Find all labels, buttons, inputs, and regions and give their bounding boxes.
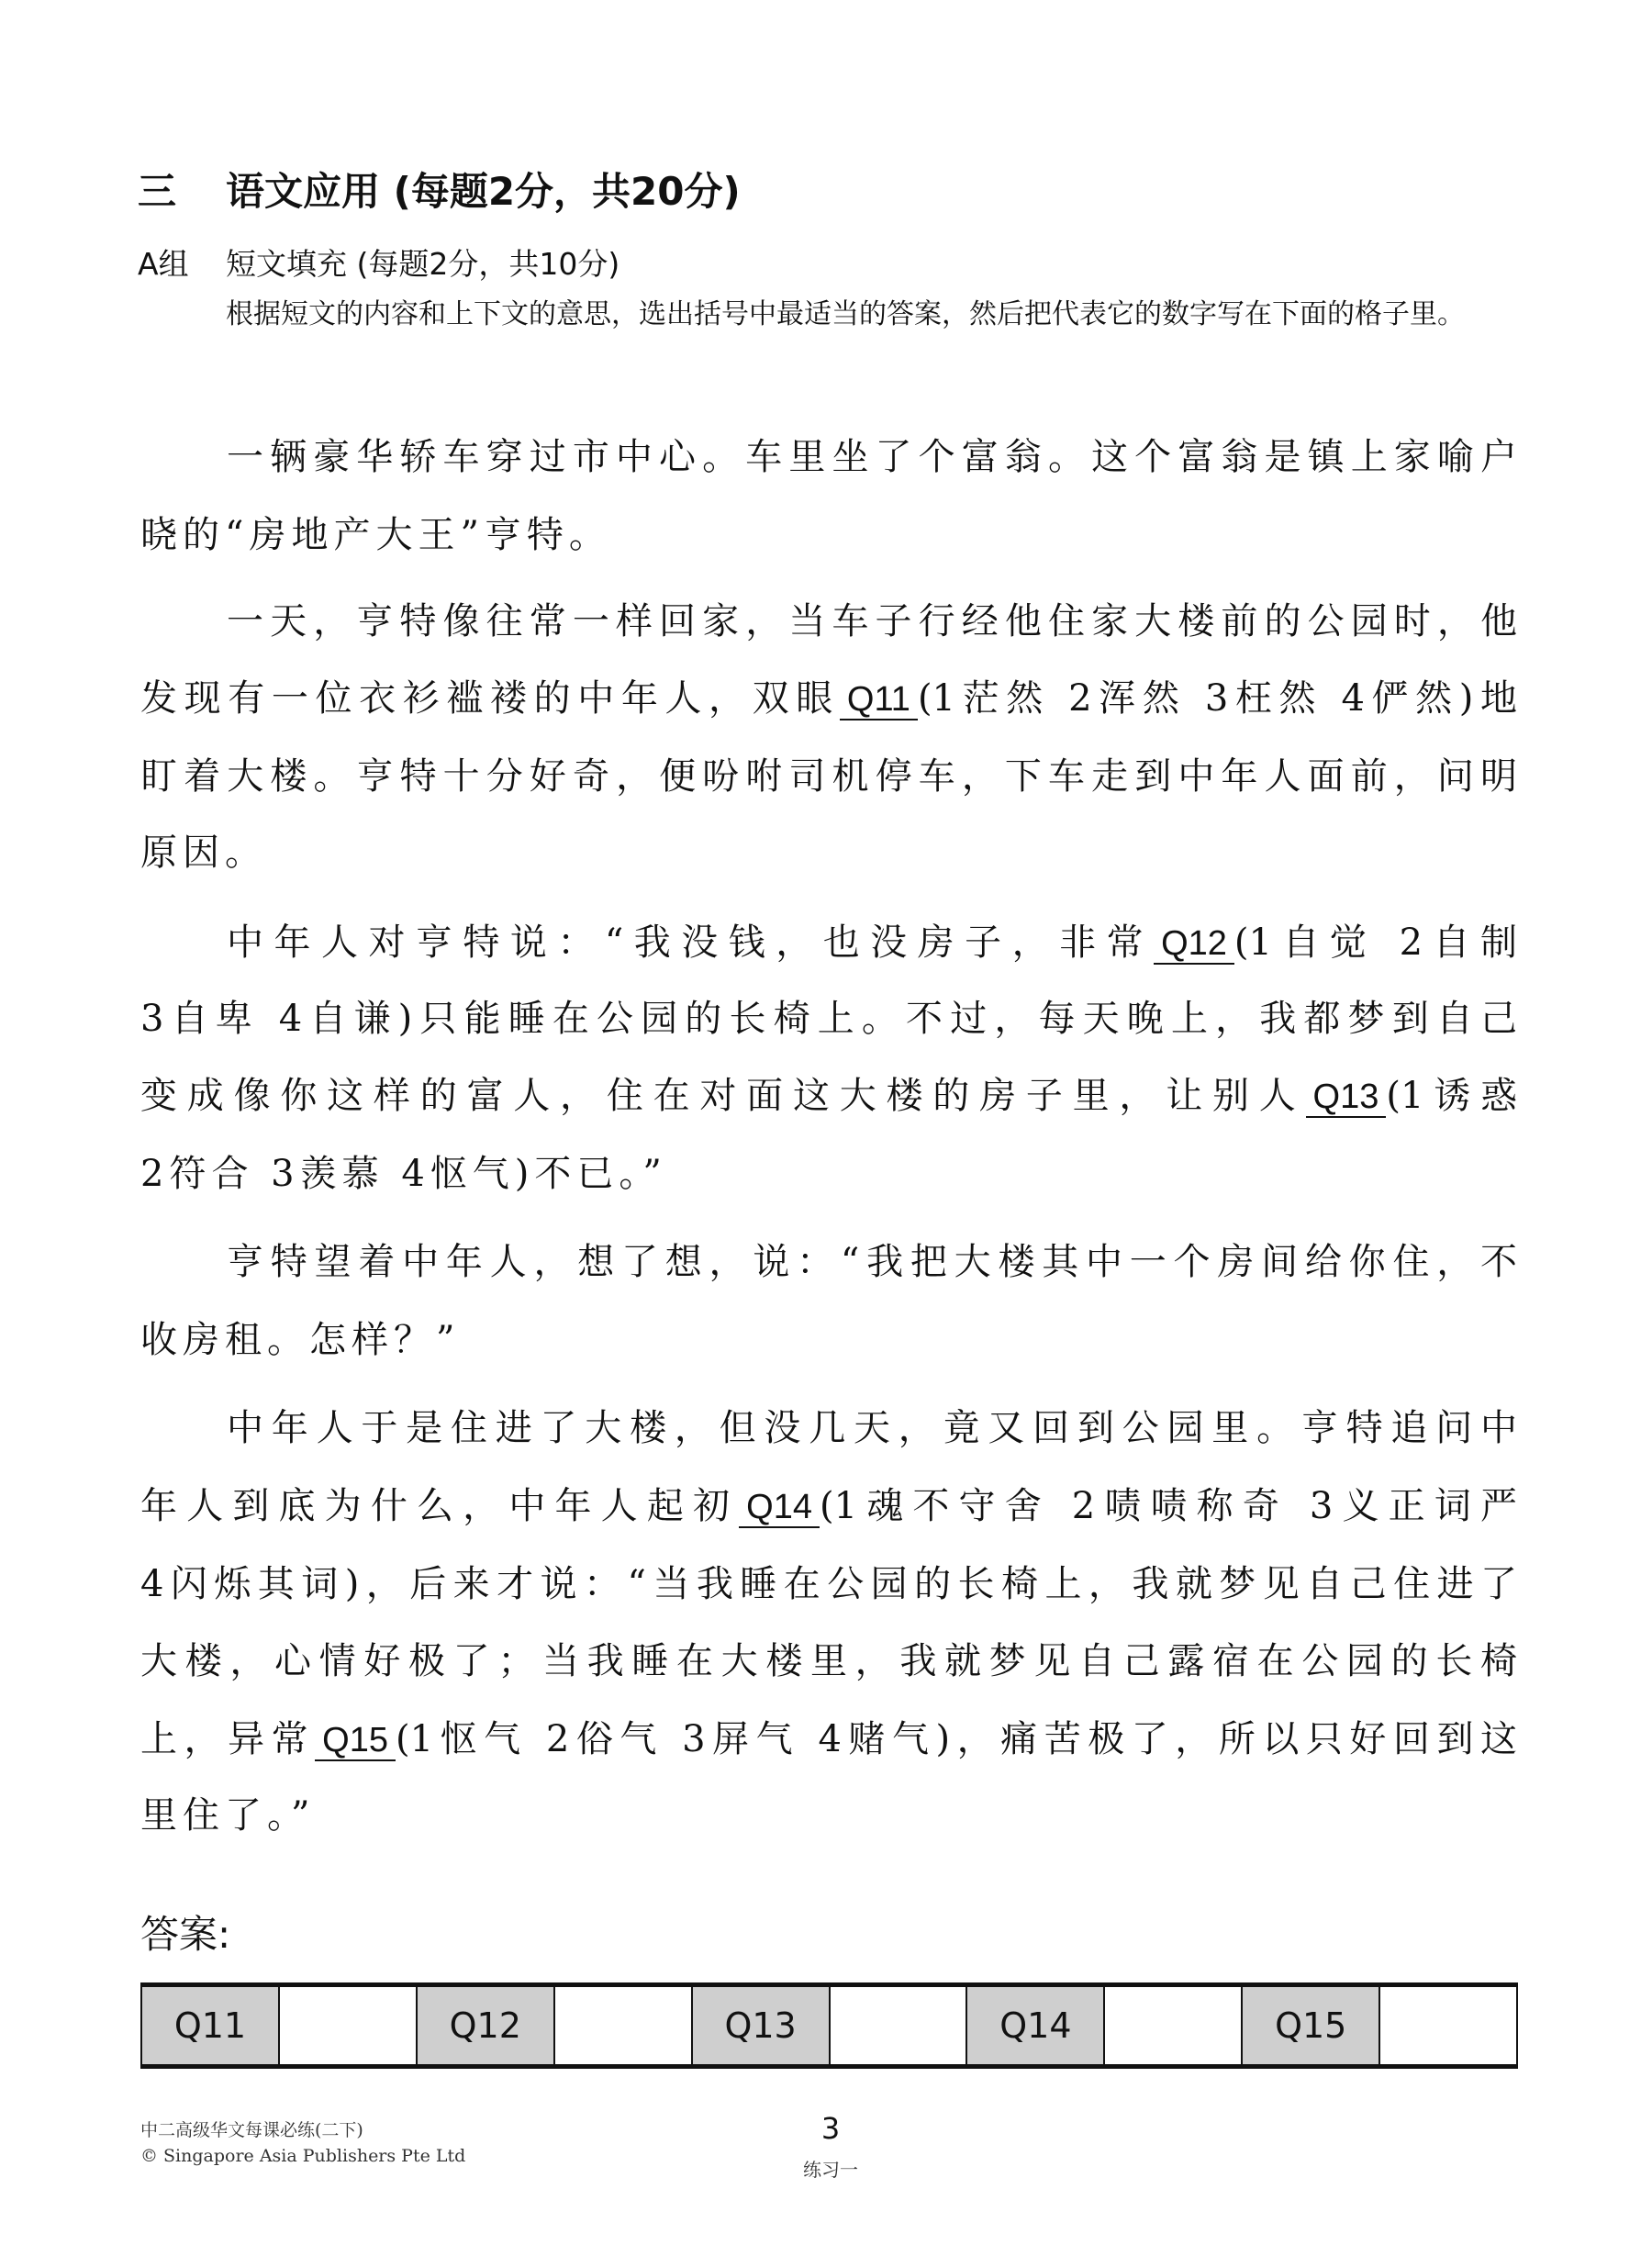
passage-line: 3自卑 4自谦)只能睡在公园的长椅上。不过，每天晚上，我都梦到自己 bbox=[140, 998, 1517, 1040]
passage-line: 原因。 bbox=[140, 832, 267, 874]
passage-line: 4闪烁其词)，后来才说：“当我睡在公园的长椅上，我就梦见自己住进了 bbox=[140, 1563, 1517, 1605]
answer-label-q13: Q13 bbox=[693, 1987, 831, 2064]
answer-box-q12[interactable] bbox=[555, 1987, 693, 2064]
answer-label: 答案: bbox=[140, 1912, 231, 1957]
passage-line: 里住了。” bbox=[140, 1794, 316, 1837]
passage-line: 一辆豪华轿车穿过市中心。车里坐了个富翁。这个富翁是镇上家喻户 bbox=[227, 436, 1517, 478]
instruction: 根据短文的内容和上下文的意思，选出括号中最适当的答案，然后把代表它的数字写在下面的格子里。 bbox=[226, 298, 1465, 330]
group-title bbox=[138, 240, 620, 284]
text: 中年人对亨特说：“我没钱，也没房子，非常 bbox=[227, 921, 1155, 964]
passage-line bbox=[140, 1712, 1517, 1767]
passage-line: 中年人于是住进了大楼，但没几天，竟又回到公园里。亨特追问中 bbox=[227, 1407, 1517, 1449]
options: (1诱惑 bbox=[1386, 1075, 1517, 1117]
answer-label-q11: Q11 bbox=[142, 1987, 280, 2064]
text: 上，异常 bbox=[140, 1718, 316, 1760]
options: (1怄气 2俗气 3屏气 4赌气)，痛苦极了，所以只好回到这 bbox=[395, 1718, 1518, 1760]
text: 变成像你这样的富人，住在对面这大楼的房子里，让别人 bbox=[140, 1075, 1306, 1117]
passage-line: 一天，亨特像往常一样回家，当车子行经他住家大楼前的公园时，他 bbox=[227, 600, 1517, 642]
text: 发现有一位衣衫褴褛的中年人，双眼 bbox=[140, 677, 840, 720]
passage-line: 亨特望着中年人，想了想，说：“我把大楼其中一个房间给你住，不 bbox=[227, 1241, 1517, 1283]
passage-line bbox=[227, 915, 1517, 970]
copyright: © Singapore Asia Publishers Pte Ltd bbox=[140, 2146, 466, 2166]
blank-q14: Q14 bbox=[739, 1488, 820, 1528]
answer-table bbox=[140, 1982, 1518, 2069]
passage-line: 2符合 3羡慕 4怄气)不已。” bbox=[140, 1153, 667, 1195]
passage-line: 大楼，心情好极了；当我睡在大楼里，我就梦见自己露宿在公园的长椅 bbox=[140, 1640, 1517, 1682]
answer-label-q12: Q12 bbox=[418, 1987, 555, 2064]
group-number: A组 bbox=[138, 246, 189, 282]
group-title-text: 短文填充 (每题2分，共10分) bbox=[226, 246, 620, 282]
blank-q11: Q11 bbox=[840, 680, 918, 720]
options: (1魂不守舍 2啧啧称奇 3义正词严 bbox=[819, 1485, 1518, 1527]
answer-box-q15[interactable] bbox=[1380, 1987, 1516, 2064]
options: (1自觉 2自制 bbox=[1233, 921, 1518, 964]
options: (1茫然 2浑然 3枉然 4俨然)地 bbox=[917, 677, 1518, 720]
passage-line bbox=[140, 671, 1517, 726]
passage-line: 盯着大楼。亨特十分好奇，便吩咐司机停车，下车走到中年人面前，问明 bbox=[140, 755, 1517, 798]
text: 年人到底为什么，中年人起初 bbox=[140, 1485, 740, 1527]
answer-label-q14: Q14 bbox=[967, 1987, 1105, 2064]
section-title bbox=[138, 162, 741, 217]
exercise-label: 练习一 bbox=[803, 2159, 858, 2181]
section-title-text: 语文应用 (每题2分，共20分) bbox=[226, 169, 741, 214]
page-number: 3 bbox=[820, 2111, 841, 2146]
blank-q15: Q15 bbox=[315, 1721, 396, 1761]
footer-left bbox=[140, 2117, 465, 2169]
answer-label-q15: Q15 bbox=[1243, 1987, 1380, 2064]
answer-box-q14[interactable] bbox=[1105, 1987, 1243, 2064]
book-title: 中二高级华文每课必练(二下) bbox=[140, 2120, 363, 2140]
passage-line bbox=[140, 1479, 1517, 1534]
answer-box-q11[interactable] bbox=[280, 1987, 418, 2064]
blank-q12: Q12 bbox=[1154, 924, 1234, 965]
answer-box-q13[interactable] bbox=[831, 1987, 968, 2064]
section-number: 三 bbox=[138, 169, 177, 214]
blank-q13: Q13 bbox=[1306, 1078, 1387, 1118]
passage-line bbox=[140, 1068, 1517, 1123]
passage-line: 收房租。怎样？” bbox=[140, 1319, 461, 1361]
passage-line: 晓的“房地产大王”亨特。 bbox=[140, 514, 611, 556]
